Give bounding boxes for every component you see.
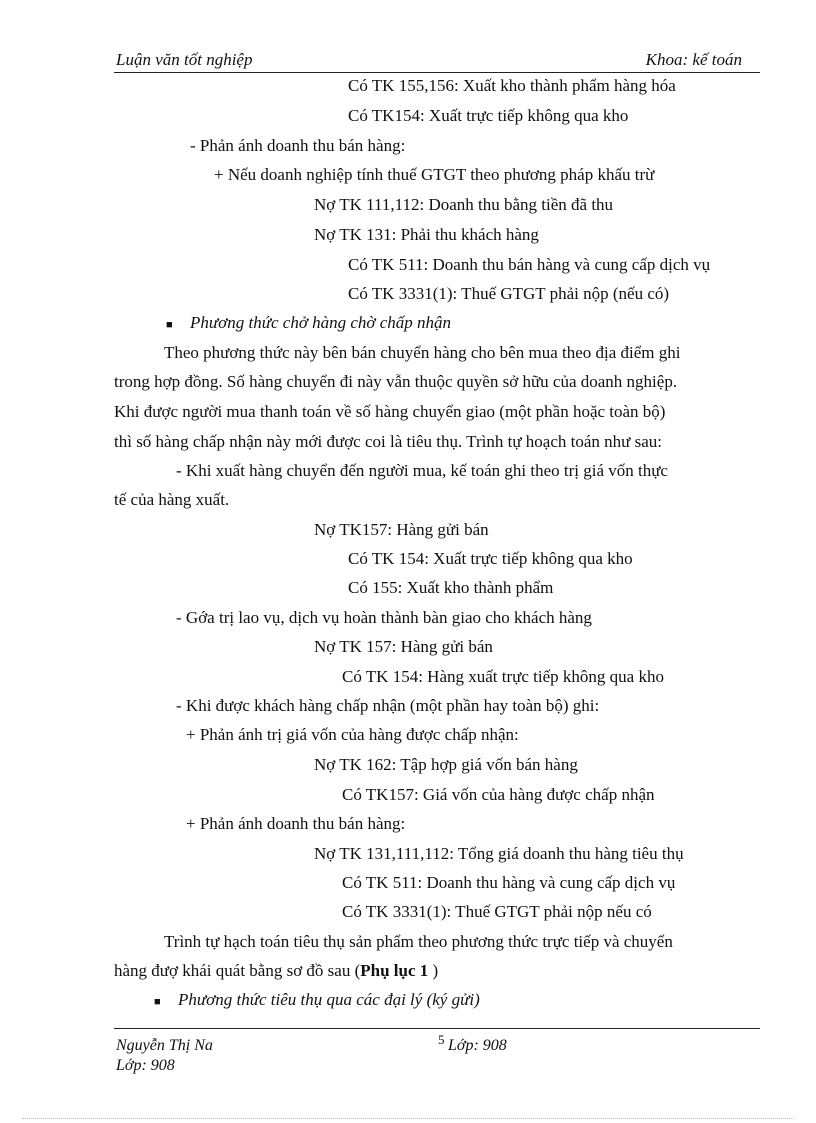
item-cost-of-goods: + Phản ánh trị giá vốn của hàng được chấp nhận: bbox=[186, 725, 519, 744]
footer-rule bbox=[114, 1028, 760, 1029]
entry-co-511: Có TK 511: Doanh thu bán hàng và cung cấp dịch vụ bbox=[348, 255, 711, 274]
page-number: 5 bbox=[438, 1032, 445, 1047]
paragraph-line: Trình tự hạch toán tiêu thụ sản phẩm theo phương thức trực tiếp và chuyển bbox=[164, 932, 673, 951]
header-thesis-title: Luận văn tốt nghiệp bbox=[116, 50, 253, 69]
paragraph-line: tế của hàng xuất. bbox=[114, 490, 230, 509]
item-revenue: + Phản ánh doanh thu bán hàng: bbox=[186, 814, 406, 833]
page-bottom-divider bbox=[22, 1118, 794, 1119]
entry-co-155: Có 155: Xuất kho thành phẩm bbox=[348, 578, 554, 597]
paragraph-text: hàng đượ khái quát bằng sơ đồ sau ( bbox=[114, 961, 361, 980]
paragraph-line: - Khi xuất hàng chuyển đến người mua, kế toán ghi theo trị giá vốn thực bbox=[176, 461, 668, 480]
entry-co-3331: Có TK 3331(1): Thuế GTGT phải nộp (nếu có) bbox=[348, 284, 670, 303]
footer-author: Nguyễn Thị Na bbox=[116, 1037, 213, 1054]
paragraph-line-appendix bbox=[114, 960, 438, 982]
entry-co-511: Có TK 511: Doanh thu hàng và cung cấp dịch vụ bbox=[342, 873, 676, 892]
bullet-heading-agency bbox=[154, 989, 480, 1013]
bullet-heading-text: Phương thức tiêu thụ qua các đại lý (ký gửi) bbox=[178, 990, 480, 1009]
footer-class: Lớp: 908 bbox=[116, 1057, 175, 1074]
entry-no-157: Nợ TK 157: Hàng gửi bán bbox=[314, 637, 493, 656]
item-revenue: - Phản ánh doanh thu bán hàng: bbox=[190, 136, 406, 155]
entry-no-162: Nợ TK 162: Tập hợp giá vốn bán hàng bbox=[314, 755, 578, 774]
paragraph-line: trong hợp đồng. Số hàng chuyển đi này vẫn thuộc quyền sở hữu của doanh nghiệp. bbox=[114, 372, 678, 391]
entry-co-155-156: Có TK 155,156: Xuất kho thành phẩm hàng hóa bbox=[348, 76, 676, 95]
entry-co-157: Có TK157: Giá vốn của hàng được chấp nhận bbox=[342, 785, 655, 804]
paragraph-line: Khi được người mua thanh toán về số hàng chuyển giao (một phần hoặc toàn bộ) bbox=[114, 402, 666, 421]
item-customer-accept: - Khi được khách hàng chấp nhận (một phần hay toàn bộ) ghi: bbox=[176, 696, 600, 715]
square-bullet-icon: ■ bbox=[166, 319, 173, 331]
item-service-value: - Gớa trị lao vụ, dịch vụ hoàn thành bàn giao cho khách hàng bbox=[176, 608, 592, 627]
entry-co-154: Có TK154: Xuất trực tiếp không qua kho bbox=[348, 106, 629, 125]
entry-no-131: Nợ TK 131: Phải thu khách hàng bbox=[314, 225, 539, 244]
entry-no-131-111-112: Nợ TK 131,111,112: Tổng giá doanh thu hàng tiêu thụ bbox=[314, 844, 684, 863]
appendix-reference: Phụ lục 1 bbox=[360, 961, 429, 980]
bullet-heading-consignment bbox=[166, 312, 451, 336]
entry-co-3331: Có TK 3331(1): Thuế GTGT phải nộp nếu có bbox=[342, 902, 652, 921]
paragraph-line: thì số hàng chấp nhận này mới được coi là tiêu thụ. Trình tự hoạch toán như sau: bbox=[114, 432, 662, 451]
entry-co-154: Có TK 154: Hàng xuất trực tiếp không qua kho bbox=[342, 667, 664, 686]
paragraph-text: ) bbox=[428, 961, 439, 980]
square-bullet-icon: ■ bbox=[154, 996, 161, 1008]
page-header bbox=[114, 48, 760, 73]
paragraph-line: Theo phương thức này bên bán chuyển hàng cho bên mua theo địa điểm ghi bbox=[164, 343, 681, 362]
entry-no-111-112: Nợ TK 111,112: Doanh thu bằng tiền đã thu bbox=[314, 195, 614, 214]
header-faculty: Khoa: kế toán bbox=[645, 50, 742, 69]
item-vat-deduction: + Nếu doanh nghiệp tính thuế GTGT theo phương pháp khấu trừ bbox=[214, 165, 655, 184]
footer-class-center: Lớp: 908 bbox=[448, 1037, 507, 1054]
entry-no-157: Nợ TK157: Hàng gửi bán bbox=[314, 520, 489, 539]
entry-co-154: Có TK 154: Xuất trực tiếp không qua kho bbox=[348, 549, 633, 568]
bullet-heading-text: Phương thức chở hàng chờ chấp nhận bbox=[190, 313, 452, 332]
